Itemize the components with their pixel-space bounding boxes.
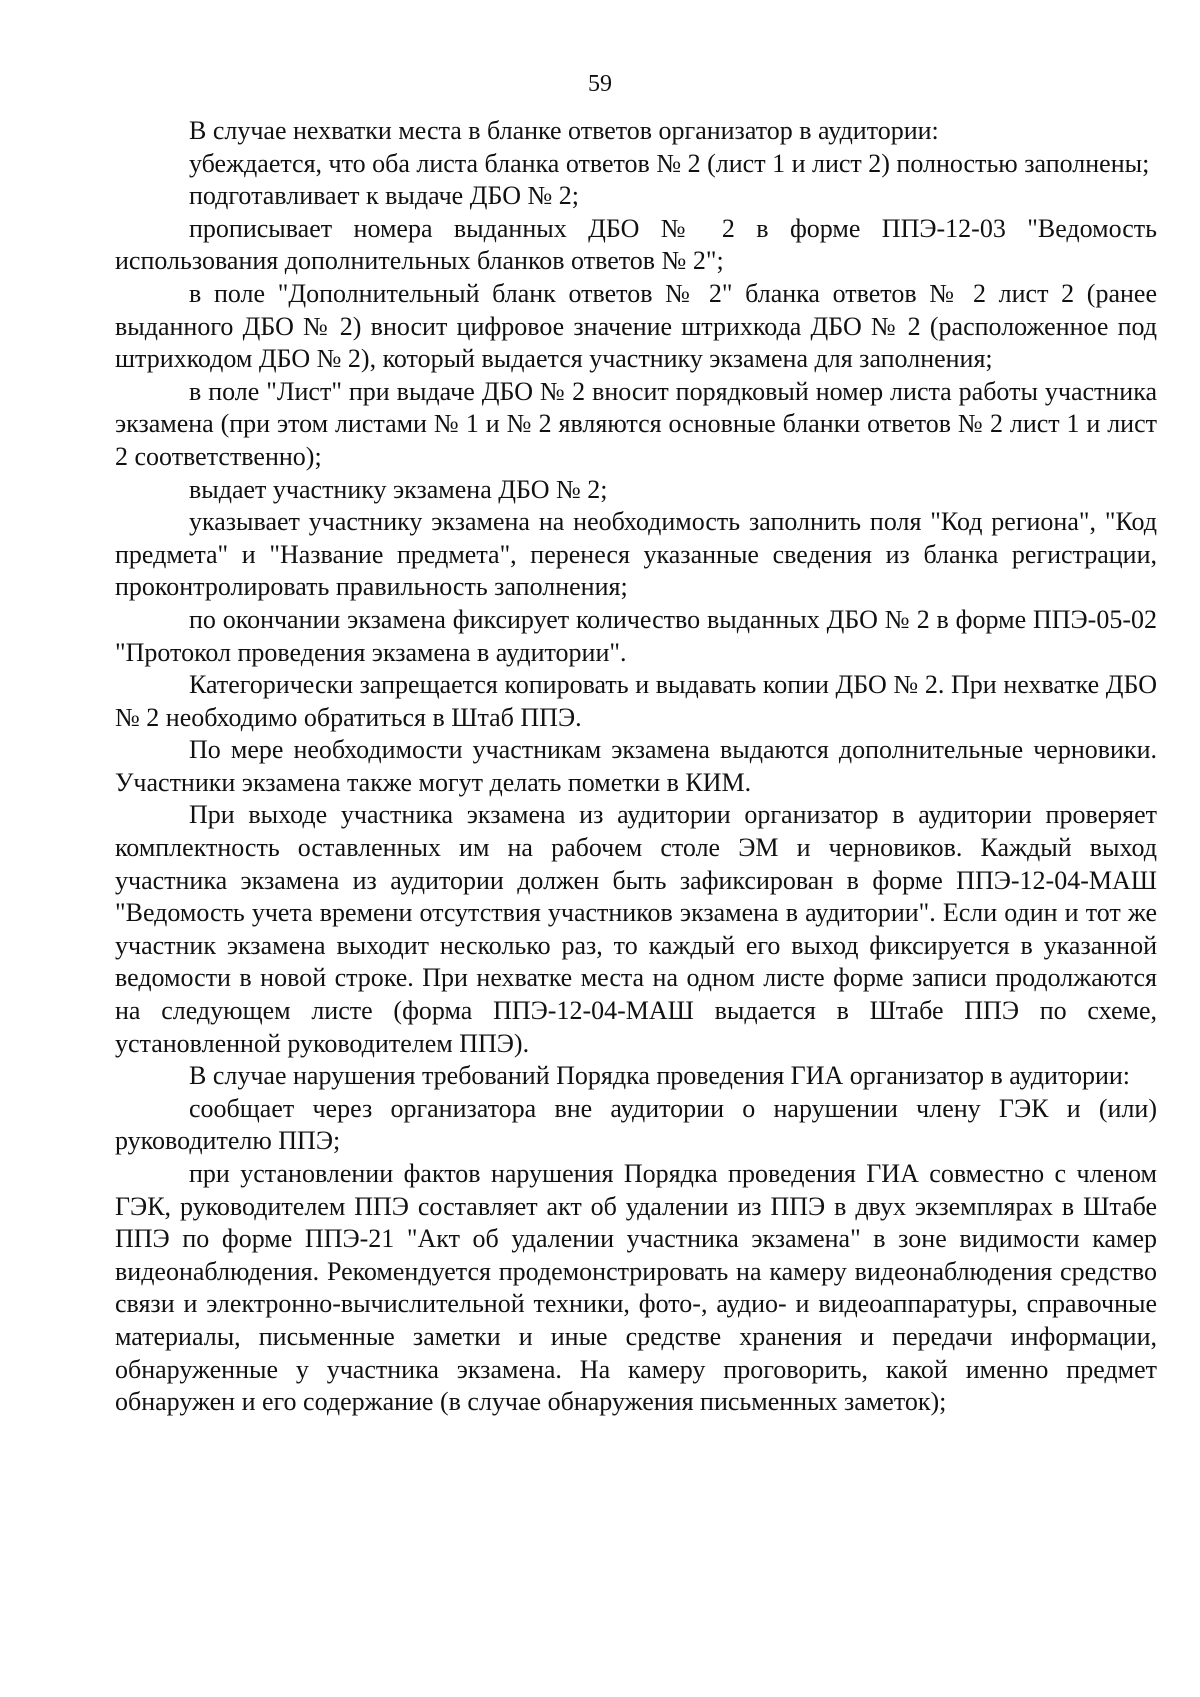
paragraph-issue-dbo: выдает участнику экзамена ДБО № 2; — [189, 474, 608, 504]
paragraph-copy-prohibited: Категорически запрещается копировать и выдавать копии ДБО № 2. При нехватке ДБО № 2 необходимо обратиться в Штаб ППЭ. — [115, 670, 1157, 732]
paragraph-violation-intro: В случае нарушения требований Порядка проведения ГИА организатор в аудитории: — [189, 1061, 1131, 1091]
paragraph-record-numbers: прописывает номера выданных ДБО № 2 в форме ППЭ-12-03 "Ведомость использования дополнительных бланков ответов № 2"; — [115, 213, 1157, 276]
paragraph-fill-fields: указывает участнику экзамена на необходимость заполнить поля "Код региона", "Код предмета" и "Название предмета", перенеся указанные сведения из бланка регистрации, проконтролировать правильность заполнения; — [115, 507, 1157, 602]
paragraph-sheet-field: в поле "Лист" при выдаче ДБО № 2 вносит порядковый номер листа работы участника экзамена (при этом листами № 1 и № 2 являются основные бланки ответов № 2 лист 1 и лист 2 соответственно); — [115, 376, 1157, 471]
page-number: 59 — [588, 71, 612, 97]
paragraph-barcode-field: в поле "Дополнительный бланк ответов № 2" бланка ответов № 2 лист 2 (ранее выданного ДБО № 2) вносит цифровое значение штрихкода ДБО № 2 (расположенное под штрихкодом ДБО № 2), который выдается участнику экзамена для заполнения; — [115, 278, 1157, 374]
paragraph-removal-act: при установлении фактов нарушения Порядка проведения ГИА совместно с членом ГЭК, руководителем ППЭ составляет акт об удалении из ППЭ в двух экземплярах в Штабе ППЭ по форме ППЭ-21 "Акт об удалении участника экзамена" в зоне видимости камер видеонаблюдения. Рекомендуется продемонстрировать на камеру видеонаблюдения средство связи и электронно-вычислительной техники, фото-, аудио- и видеоаппаратуры, справочные материалы, письменные заметки и иные средстве хранения и передачи информации, обнаруженные у участника экзамена. На камеру проговорить, какой именно предмет обнаружен и его содержание (в случае обнаружения письменных заметок); — [115, 1159, 1157, 1417]
paragraph-check-sheets: убеждается, что оба листа бланка ответов № 2 (лист 1 и лист 2) полностью заполнены; — [189, 148, 1150, 178]
paragraph-report-violation: сообщает через организатора вне аудитории о нарушении члену ГЭК и (или) руководителю ППЭ; — [115, 1093, 1157, 1156]
paragraph-end-of-exam: по окончании экзамена фиксирует количество выданных ДБО № 2 в форме ППЭ-05-02 "Протокол проведения экзамена в аудитории". — [115, 604, 1157, 667]
paragraph-prepare-dbo: подготавливает к выдаче ДБО № 2; — [189, 181, 579, 211]
paragraph-drafts: По мере необходимости участникам экзамена выдаются дополнительные черновики. Участники экзамена также могут делать пометки в КИМ. — [115, 735, 1157, 797]
paragraph-participant-exit: При выходе участника экзамена из аудитории организатор в аудитории проверяет комплектность оставленных им на рабочем столе ЭМ и черновиков. Каждый выход участника экзамена из аудитории должен быть зафиксирован в форме ППЭ-12-04-МАШ "Ведомость учета времени отсутствия участников экзамена в аудитории". Если один и тот же участник экзамена выходит несколько раз, то каждый его выход фиксируется в указанной ведомости в новой строке. При нехватке места на одном листе форме записи продолжаются на следующем листе (форма ППЭ-12-04-МАШ выдается в Штабе ППЭ по схеме, установленной руководителем ППЭ). — [115, 800, 1157, 1058]
page-body — [115, 115, 1157, 1419]
paragraph-intro: В случае нехватки места в бланке ответов организатор в аудитории: — [189, 116, 939, 145]
